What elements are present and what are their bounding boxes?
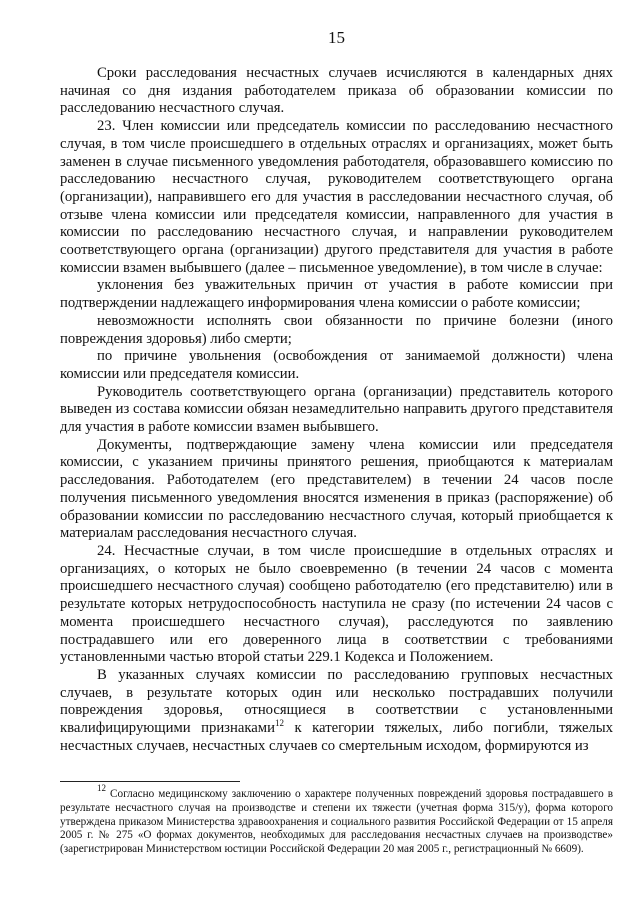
paragraph: 23. Член комиссии или председатель комиссии по расследованию несчастного случая, в том числе происшедшего в отдельных отраслях и организациях, может быть заменен в случае письменного уведомления работодателя, образовавшего комиссию по расследованию несчастного случая, руководителем соответствующего органа (организации), направившего его для участия в расследовании несчастного случая, об отзыве члена комиссии или председателя комиссии, направленного для участия в комиссии по расследованию несчастного случая, и направлении руководителем соответствующего органа (организации) другого представителя для участия в работе комиссии взамен выбывшего (далее – письменное уведомление), в том числе в случае: <box>60 118 613 276</box>
footnote-text: Согласно медицинскому заключению о характере полученных повреждений здоровья пострадавшего в результате несчастного случая на производстве и степени их тяжести (учетная форма 315/у), форма которого утверждена приказом Министерства здравоохранения и социального развития Российской Федерации от 15 апреля 2005 г. № 275 «О формах документов, необходимых для расследования несчастных случаев на производстве» (зарегистрирован Министерством юстиции Российской Федерации 20 мая 2005 г., регистрационный № 6609). <box>60 788 613 855</box>
main-text <box>60 65 613 755</box>
paragraph-text: В указанных случаях комиссии по расследованию групповых несчастных случаев, в результате которых один или несколько пострадавших получили повреждения здоровья, относящиеся в соответствии с установленными квалифицирующими признаками <box>60 666 613 737</box>
paragraph: уклонения без уважительных причин от участия в работе комиссии при подтверждении надлежащего информирования члена комиссии о работе комиссии; <box>60 277 613 312</box>
footnote-marker: 12 <box>97 783 106 794</box>
paragraph-with-footnote <box>60 667 613 756</box>
paragraph-text: к категории тяжелых, либо погибли, тяжелых несчастных случаев, несчастных случаев со смертельным исходом, формируются из <box>60 720 614 754</box>
footnote-reference[interactable]: 12 <box>274 718 284 729</box>
paragraph: Руководитель соответствующего органа (организации) представитель которого выведен из состава комиссии обязан незамедлительно направить другого представителя для участия в работе комиссии взамен выбывшего. <box>60 383 613 436</box>
paragraph: по причине увольнения (освобождения от занимаемой должности) члена комиссии или председателя комиссии. <box>60 348 613 382</box>
paragraph: Документы, подтверждающие замену члена комиссии или председателя комиссии, с указанием причины принятого решения, приобщаются к материалам расследования. Работодателем (его представителем) в течении 24 часов после получения письменного уведомления вносятся изменения в приказ (распоряжение) об образовании комиссии по расследованию несчастного случая, который приобщается к материалам расследования несчастного случая. <box>60 436 613 542</box>
paragraph: Сроки расследования несчастных случаев исчисляются в календарных днях начиная со дня издания работодателем приказа об образовании комиссии по расследованию несчастного случая. <box>60 65 613 117</box>
page-number: 15 <box>328 28 345 47</box>
footnote-separator <box>60 781 240 782</box>
footnote <box>60 783 613 856</box>
paragraph: невозможности исполнять свои обязанности по причине болезни (иного повреждения здоровья) либо смерти; <box>60 312 613 347</box>
paragraph: 24. Несчастные случаи, в том числе происшедшие в отдельных отраслях и организациях, о которых не было своевременно (в течении 24 часов с момента происшедшего несчастного случая) сообщено работодателю (его представителю) или в результате которых нетрудоспособность наступила не сразу (по истечении 24 часов с момента происшедшего несчастного случая), расследуются по заявлению пострадавшего или его доверенного лица в соответствии с требованиями установленными частью второй статьи 229.1 Кодекса и Положением. <box>60 542 613 666</box>
